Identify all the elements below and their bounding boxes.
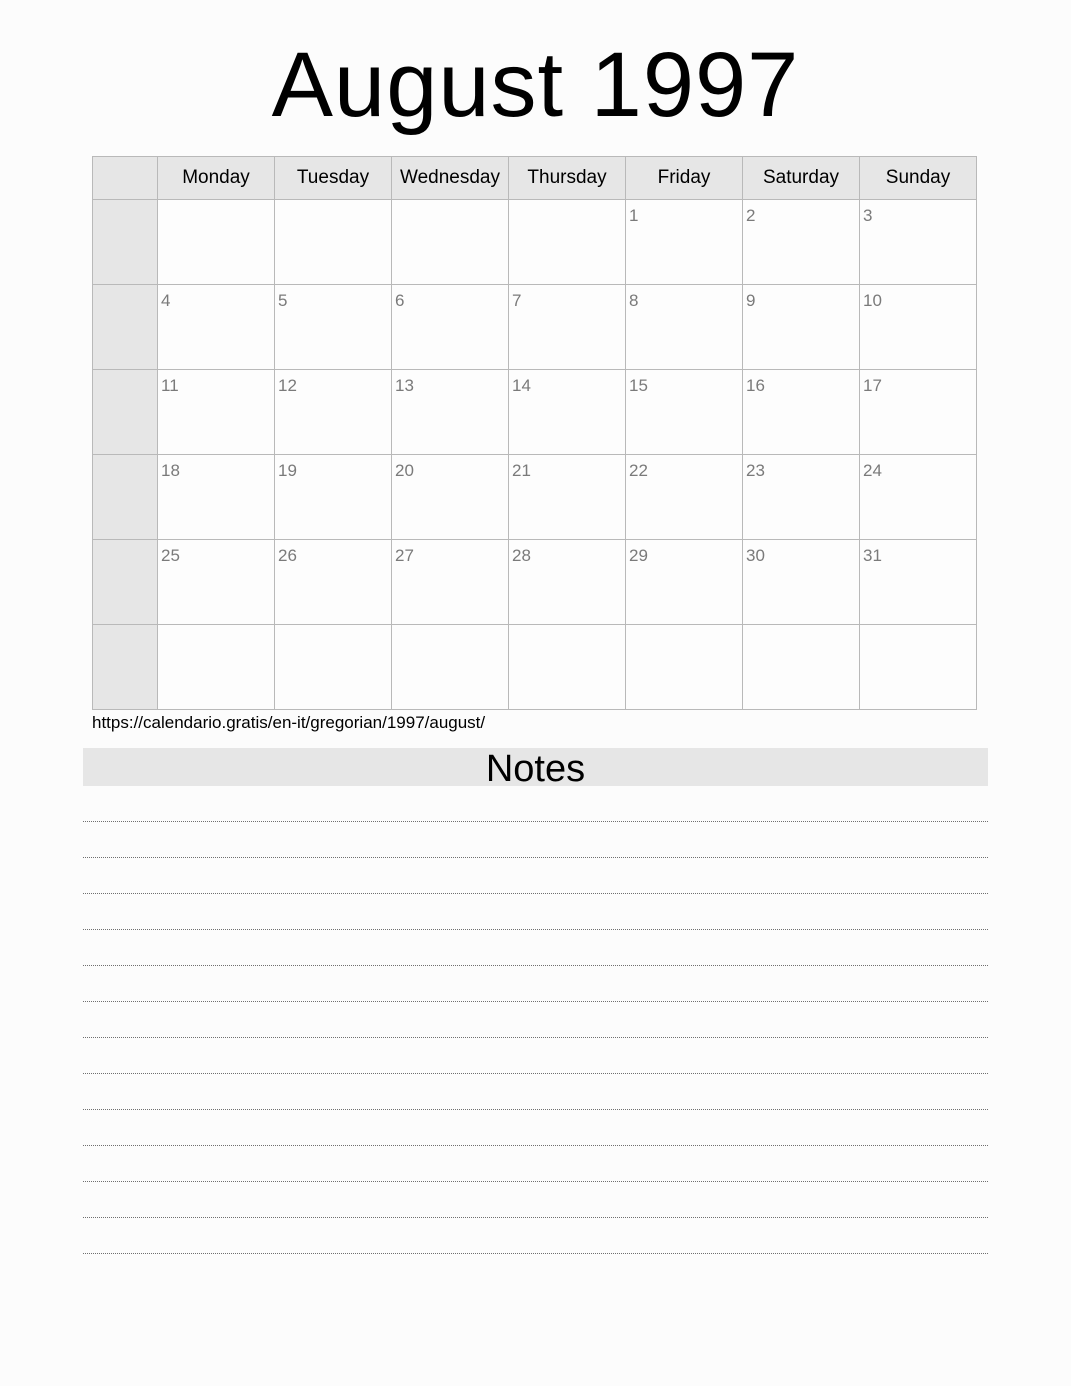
day-cell <box>509 625 626 710</box>
day-cell <box>275 625 392 710</box>
day-number: 30 <box>746 546 765 565</box>
day-number: 13 <box>395 376 414 395</box>
day-number: 11 <box>161 376 179 395</box>
day-cell <box>392 625 509 710</box>
day-number: 27 <box>395 546 414 565</box>
day-cell <box>275 540 392 625</box>
week-column-header <box>93 157 158 200</box>
day-cell <box>392 455 509 540</box>
day-number <box>158 625 274 631</box>
day-number: 18 <box>161 461 180 480</box>
day-number: 12 <box>278 376 297 395</box>
day-cell <box>860 540 977 625</box>
day-number <box>860 625 976 631</box>
day-number: 7 <box>512 291 522 310</box>
note-line <box>83 1218 988 1254</box>
day-cell <box>158 540 275 625</box>
note-line <box>83 1002 988 1038</box>
note-line <box>83 894 988 930</box>
day-number: 3 <box>863 206 873 225</box>
day-number: 5 <box>278 291 288 310</box>
day-number: 2 <box>746 206 756 225</box>
day-cell <box>743 455 860 540</box>
day-number: 28 <box>512 546 531 565</box>
note-line <box>83 822 988 858</box>
note-line <box>83 930 988 966</box>
day-cell <box>509 370 626 455</box>
day-number: 20 <box>395 461 414 480</box>
weekday-header: Monday <box>158 157 275 200</box>
day-cell <box>743 540 860 625</box>
note-line <box>83 786 988 822</box>
week-number-cell <box>93 285 158 370</box>
day-cell <box>626 540 743 625</box>
week-number-cell <box>93 200 158 285</box>
notes-heading: Notes <box>83 748 988 786</box>
week-row <box>93 285 977 370</box>
day-cell <box>392 540 509 625</box>
day-cell <box>158 625 275 710</box>
note-line <box>83 1074 988 1110</box>
day-number: 23 <box>746 461 765 480</box>
day-number <box>158 200 274 206</box>
month-calendar-grid <box>92 156 977 710</box>
day-number: 1 <box>629 206 639 225</box>
day-cell <box>860 200 977 285</box>
day-cell <box>860 455 977 540</box>
day-cell <box>392 285 509 370</box>
note-line <box>83 1038 988 1074</box>
day-number: 21 <box>512 461 531 480</box>
day-number: 17 <box>863 376 882 395</box>
week-row <box>93 200 977 285</box>
day-cell <box>860 285 977 370</box>
day-number: 8 <box>629 291 639 310</box>
day-cell <box>743 370 860 455</box>
day-cell <box>743 285 860 370</box>
note-line <box>83 1182 988 1218</box>
day-number: 19 <box>278 461 297 480</box>
day-number <box>626 625 742 631</box>
day-cell <box>509 200 626 285</box>
page-title: August 1997 <box>271 34 800 136</box>
week-number-cell <box>93 540 158 625</box>
day-number: 26 <box>278 546 297 565</box>
week-number-cell <box>93 370 158 455</box>
day-number: 14 <box>512 376 531 395</box>
day-number: 24 <box>863 461 882 480</box>
day-cell <box>158 455 275 540</box>
day-cell <box>626 370 743 455</box>
weekday-header: Friday <box>626 157 743 200</box>
weekday-header: Wednesday <box>392 157 509 200</box>
weekday-header: Thursday <box>509 157 626 200</box>
note-line <box>83 966 988 1002</box>
day-number: 22 <box>629 461 648 480</box>
day-cell <box>392 200 509 285</box>
day-cell <box>275 285 392 370</box>
day-cell <box>275 370 392 455</box>
day-cell <box>860 625 977 710</box>
weekday-header: Saturday <box>743 157 860 200</box>
note-line <box>83 858 988 894</box>
source-url: https://calendario.gratis/en-it/gregorian/1997/august/ <box>92 713 486 732</box>
day-number: 9 <box>746 291 756 310</box>
weekday-header: Tuesday <box>275 157 392 200</box>
notes-lines <box>83 786 988 1254</box>
day-number <box>743 625 859 631</box>
day-cell <box>626 455 743 540</box>
day-number <box>275 625 391 631</box>
day-number <box>509 625 625 631</box>
day-number: 10 <box>863 291 882 310</box>
day-cell <box>860 370 977 455</box>
day-number <box>509 200 625 206</box>
day-number: 16 <box>746 376 765 395</box>
day-cell <box>626 625 743 710</box>
day-number <box>275 200 391 206</box>
day-cell <box>626 200 743 285</box>
weekday-header-row <box>93 157 977 200</box>
day-number: 31 <box>863 546 882 565</box>
day-cell <box>158 370 275 455</box>
day-number: 25 <box>161 546 180 565</box>
day-number: 6 <box>395 291 405 310</box>
day-number: 15 <box>629 376 648 395</box>
day-cell <box>158 200 275 285</box>
day-number <box>392 625 508 631</box>
day-number: 29 <box>629 546 648 565</box>
day-cell <box>158 285 275 370</box>
day-cell <box>509 285 626 370</box>
weekday-header: Sunday <box>860 157 977 200</box>
week-row <box>93 370 977 455</box>
day-number <box>392 200 508 206</box>
week-number-cell <box>93 625 158 710</box>
day-cell <box>626 285 743 370</box>
week-row <box>93 455 977 540</box>
day-cell <box>392 370 509 455</box>
day-number: 4 <box>161 291 171 310</box>
note-line <box>83 1110 988 1146</box>
day-cell <box>509 540 626 625</box>
day-cell <box>509 455 626 540</box>
week-row <box>93 540 977 625</box>
day-cell <box>743 200 860 285</box>
week-number-cell <box>93 455 158 540</box>
note-line <box>83 1146 988 1182</box>
day-cell <box>275 200 392 285</box>
week-row <box>93 625 977 710</box>
day-cell <box>275 455 392 540</box>
day-cell <box>743 625 860 710</box>
